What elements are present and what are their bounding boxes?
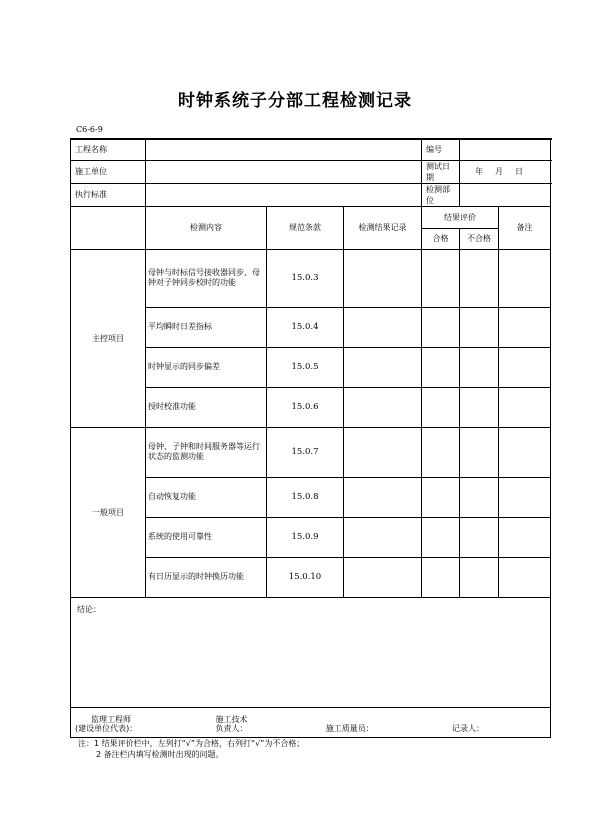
row-fail-cell[interactable] — [460, 427, 499, 477]
row-clause: 15.0.8 — [267, 477, 344, 517]
row-content: 平均瞬时日差指标 — [146, 307, 267, 347]
row-pass-cell[interactable] — [422, 347, 460, 387]
row-record-cell[interactable] — [344, 387, 422, 427]
row-remarks-cell[interactable] — [499, 477, 551, 517]
row-record-cell[interactable] — [344, 557, 422, 597]
row-clause: 15.0.10 — [267, 557, 344, 597]
conclusion-field[interactable] — [71, 597, 551, 707]
row-remarks-cell[interactable] — [499, 307, 551, 347]
contractor-value[interactable] — [146, 160, 422, 183]
test-location-label: 检测部位 — [422, 183, 460, 206]
note-2: 2 备注栏内填写检测时出现的问题。 — [96, 750, 224, 759]
row-fail-cell[interactable] — [460, 557, 499, 597]
row-pass-cell[interactable] — [422, 249, 460, 307]
row-remarks-cell[interactable] — [499, 347, 551, 387]
contractor-label: 施工单位 — [71, 160, 146, 183]
row-pass-cell[interactable] — [422, 387, 460, 427]
row-content: 系统的使用可靠性 — [146, 517, 267, 557]
row-record-cell[interactable] — [344, 477, 422, 517]
row-content: 自动恢复功能 — [146, 477, 267, 517]
project-name-value[interactable] — [146, 139, 422, 160]
quality-signature[interactable] — [326, 724, 374, 733]
note-1: 注：1 结果评价栏中，左列打“√”为合格，右列打“√”为不合格； — [78, 739, 305, 748]
signature-row — [71, 707, 551, 737]
row-record-cell[interactable] — [344, 427, 422, 477]
row-remarks-cell[interactable] — [499, 557, 551, 597]
table-row — [71, 249, 551, 307]
recorder-label: 记录人： — [452, 723, 484, 733]
recorder-signature[interactable] — [452, 724, 544, 733]
row-pass-cell[interactable] — [422, 517, 460, 557]
row-pass-cell[interactable] — [422, 557, 460, 597]
row-content: 有日历显示的时钟换历功能 — [146, 557, 267, 597]
tech-lead-label-line2: 负责人： — [215, 723, 248, 733]
supervisor-label-line1: 监理工程师 — [91, 714, 131, 724]
row-remarks-cell[interactable] — [499, 249, 551, 307]
table-row — [71, 427, 551, 477]
row-clause: 15.0.4 — [267, 307, 344, 347]
tech-lead-signature[interactable] — [216, 715, 248, 733]
row-fail-cell[interactable] — [460, 307, 499, 347]
column-header-evaluation: 结果评价 — [422, 206, 499, 228]
date-day: 日 — [515, 167, 524, 176]
row-clause: 15.0.6 — [267, 387, 344, 427]
row-fail-cell[interactable] — [460, 249, 499, 307]
supervisor-label-line2: (建设单位代表)： — [75, 723, 138, 733]
column-header-pass: 合格 — [422, 228, 460, 249]
test-date-label: 测试日期 — [422, 160, 460, 183]
row-record-cell[interactable] — [344, 347, 422, 387]
row-record-cell[interactable] — [344, 307, 422, 347]
row-content: 母钟、子钟和时间服务器等运行状态的监测功能 — [146, 427, 267, 477]
group-general-label: 一般项目 — [71, 427, 146, 597]
row-clause: 15.0.3 — [267, 249, 344, 307]
conclusion-label: 结论： — [77, 604, 101, 614]
inspection-table — [70, 138, 551, 738]
row-remarks-cell[interactable] — [499, 427, 551, 477]
column-header-record: 检测结果记录 — [344, 206, 422, 249]
row-remarks-cell[interactable] — [499, 387, 551, 427]
footnotes — [78, 738, 304, 760]
row-fail-cell[interactable] — [460, 477, 499, 517]
row-clause: 15.0.5 — [267, 347, 344, 387]
row-pass-cell[interactable] — [422, 307, 460, 347]
row-pass-cell[interactable] — [422, 477, 460, 517]
tech-lead-label-line1: 施工技术 — [215, 714, 248, 724]
row-fail-cell[interactable] — [460, 387, 499, 427]
column-header-remarks: 备注 — [499, 206, 551, 249]
column-header-content: 检测内容 — [146, 206, 267, 249]
column-header-fail: 不合格 — [460, 228, 499, 249]
date-year: 年 — [475, 167, 484, 176]
group-main-label: 主控项目 — [71, 249, 146, 427]
row-fail-cell[interactable] — [460, 517, 499, 557]
date-month: 月 — [495, 167, 504, 176]
project-name-label: 工程名称 — [71, 139, 146, 160]
row-fail-cell[interactable] — [460, 347, 499, 387]
test-date-value[interactable] — [460, 160, 551, 183]
standard-label: 执行标准 — [71, 183, 146, 206]
row-record-cell[interactable] — [344, 249, 422, 307]
serial-value[interactable] — [460, 139, 551, 160]
column-header-clause: 规范条款 — [267, 206, 344, 249]
row-pass-cell[interactable] — [422, 427, 460, 477]
form-code: C6-6-9 — [76, 125, 103, 134]
row-content: 母钟与时标信号接收器同步、母钟对子钟同步校时的功能 — [146, 249, 267, 307]
row-content: 时钟显示的同步偏差 — [146, 347, 267, 387]
row-content: 授时校准功能 — [146, 387, 267, 427]
row-remarks-cell[interactable] — [499, 517, 551, 557]
column-group-blank — [71, 206, 146, 249]
row-clause: 15.0.9 — [267, 517, 344, 557]
standard-value[interactable] — [146, 183, 422, 206]
row-record-cell[interactable] — [344, 517, 422, 557]
row-clause: 15.0.7 — [267, 427, 344, 477]
serial-label: 编号 — [422, 139, 460, 160]
quality-label: 施工质量员： — [325, 723, 374, 733]
test-location-value[interactable] — [460, 183, 551, 206]
form-title: 时钟系统子分部工程检测记录 — [178, 91, 412, 111]
supervisor-signature[interactable] — [75, 715, 137, 733]
